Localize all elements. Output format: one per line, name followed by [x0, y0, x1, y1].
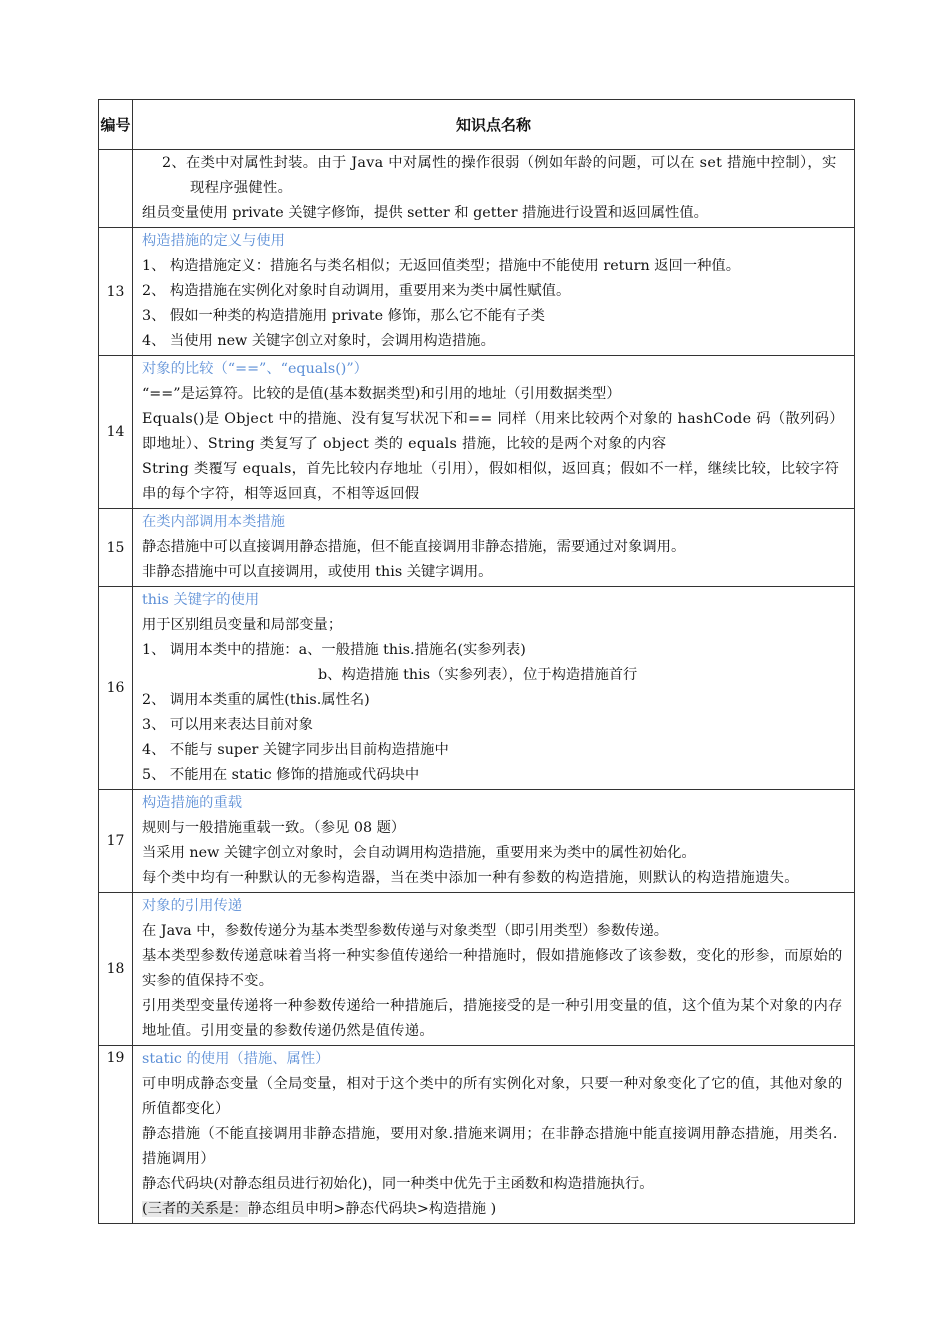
- content-line: 静态措施（不能直接调用非静态措施，要用对象.措施来调用；在非静态措施中能直接调用静态措施，用类名.措施调用）: [142, 1126, 838, 1167]
- row-content: [133, 893, 855, 1046]
- table-row: [99, 228, 855, 356]
- section-heading: 构造措施的重载: [142, 795, 243, 811]
- content-line: 1、 构造措施定义：措施名与类名相似；无返回值类型；措施中不能使用 return 返回一种值。: [142, 258, 741, 274]
- content-line: String 类覆写 equals，首先比较内存地址（引用），假如相似，返回真；假如不一样，继续比较，比较字符串的每个字符，相等返回真，不相等返回假: [142, 461, 840, 502]
- table-row: [99, 1046, 855, 1224]
- highlighted-text: (三者的关系是：: [142, 1201, 248, 1217]
- content-line: 在 Java 中，参数传递分为基本类型参数传递与对象类型（即引用类型）参数传递。: [142, 923, 669, 939]
- section-heading: 构造措施的定义与使用: [142, 233, 285, 249]
- content-line: [142, 1197, 848, 1222]
- section-heading: 在类内部调用本类措施: [142, 514, 285, 530]
- content-line: 静态代码块(对静态组员进行初始化)，同一种类中优先于主函数和构造措施执行。: [142, 1176, 654, 1192]
- row-content: [133, 587, 855, 790]
- content-line: 4、 不能与 super 关键字同步出目前构造措施中: [142, 742, 449, 758]
- table-row: [99, 509, 855, 587]
- column-header-number: 编号: [99, 100, 133, 150]
- row-number: 17: [99, 790, 133, 893]
- row-number: [99, 150, 133, 228]
- row-number: 16: [99, 587, 133, 790]
- content-line: b、构造措施 this（实参列表），位于构造措施首行: [318, 667, 638, 683]
- content-line: 规则与一般措施重载一致。（参见 08 题）: [142, 820, 406, 836]
- content-line: 当采用 new 关键字创立对象时，会自动调用构造措施，重要用来为类中的属性初始化。: [142, 845, 696, 861]
- row-content: [133, 509, 855, 587]
- table-header-row: [99, 100, 855, 150]
- content-line: 非静态措施中可以直接调用，或使用 this 关键字调用。: [142, 564, 493, 580]
- content-line: 2、 调用本类重的属性(this.属性名): [142, 692, 370, 708]
- content-line: 引用类型变量传递将一种参数传递给一种措施后，措施接受的是一种引用变量的值，这个值为某个对象的内存地址值。引用变量的参数传递仍然是值传递。: [142, 998, 843, 1039]
- table-row: [99, 587, 855, 790]
- table-row: [99, 356, 855, 509]
- section-heading: static 的使用（措施、属性）: [142, 1051, 330, 1067]
- row-number: 15: [99, 509, 133, 587]
- row-content: [133, 1046, 855, 1224]
- table-row: [99, 790, 855, 893]
- content-line: 5、 不能用在 static 修饰的措施或代码块中: [142, 767, 420, 783]
- content-line: 每个类中均有一种默认的无参构造器，当在类中添加一种有参数的构造措施，则默认的构造措施遗失。: [142, 870, 799, 886]
- content-line: 4、 当使用 new 关键字创立对象时，会调用构造措施。: [142, 333, 495, 349]
- content-line: “==”是运算符。比较的是值(基本数据类型)和引用的地址（引用数据类型）: [142, 386, 621, 402]
- row-number: 18: [99, 893, 133, 1046]
- content-line: 组员变量使用 private 关键字修饰，提供 setter 和 getter 措施进行设置和返回属性值。: [142, 205, 708, 221]
- row-content: [133, 790, 855, 893]
- content-line: 3、 假如一种类的构造措施用 private 修饰，那么它不能有子类: [142, 308, 545, 324]
- row-number: 19: [99, 1046, 133, 1224]
- content-text: 静态组员申明>静态代码块>构造措施 ): [247, 1201, 497, 1217]
- row-content: [133, 228, 855, 356]
- content-line: 2、在类中对属性封装。由于 Java 中对属性的操作很弱（例如年龄的问题，可以在 set 措施中控制），实现程序强健性。: [162, 155, 837, 196]
- content-line: 可申明成静态变量（全局变量，相对于这个类中的所有实例化对象，只要一种对象变化了它的值，其他对象的所值都变化）: [142, 1076, 843, 1117]
- row-number: 13: [99, 228, 133, 356]
- content-line: 1、 调用本类中的措施：a、一般措施 this.措施名(实参列表): [142, 642, 526, 658]
- section-heading: 对象的引用传递: [142, 898, 243, 914]
- row-content: [133, 150, 855, 228]
- row-content: [133, 356, 855, 509]
- row-number: 14: [99, 356, 133, 509]
- table-row: [99, 150, 855, 228]
- content-line: Equals()是 Object 中的措施、没有复写状况下和== 同样（用来比较两个对象的 hashCode 码（散列码）即地址）、String 类复写了 object 类的 equals 措施，比较的是两个对象的内容: [142, 411, 844, 452]
- content-line: 静态措施中可以直接调用静态措施，但不能直接调用非静态措施，需要通过对象调用。: [142, 539, 686, 555]
- section-heading: 对象的比较（“==”、“equals()”）: [142, 361, 368, 377]
- content-line: 2、 构造措施在实例化对象时自动调用，重要用来为类中属性赋值。: [142, 283, 571, 299]
- content-line: 基本类型参数传递意味着当将一种实参值传递给一种措施时，假如措施修改了该参数，变化的形参，而原始的实参的值保持不变。: [142, 948, 843, 989]
- table-row: [99, 893, 855, 1046]
- knowledge-table: [98, 99, 855, 1224]
- section-heading: this 关键字的使用: [142, 592, 260, 608]
- content-line: 3、 可以用来表达目前对象: [142, 717, 313, 733]
- column-header-title: 知识点名称: [133, 100, 855, 150]
- content-line: 用于区别组员变量和局部变量；: [142, 617, 343, 633]
